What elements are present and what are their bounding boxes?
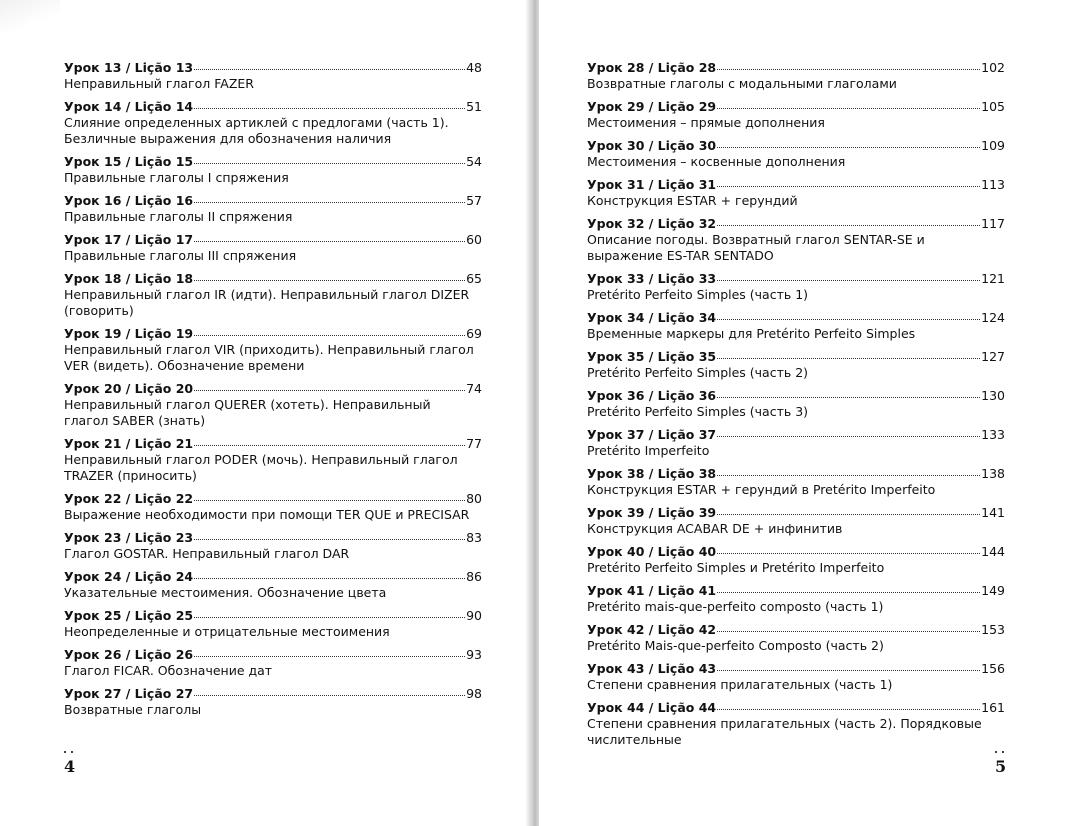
toc-entry-heading xyxy=(64,271,482,287)
page-reference: 60 xyxy=(466,232,482,247)
toc-entry xyxy=(587,388,1005,420)
toc-entry-heading xyxy=(64,60,482,76)
lesson-title: Урок 24 / Lição 24 xyxy=(64,569,194,584)
right-toc xyxy=(587,60,1005,755)
toc-entry-heading xyxy=(587,177,1005,193)
lesson-title: Урок 21 / Lição 21 xyxy=(64,436,194,451)
page-reference: 130 xyxy=(981,388,1005,403)
toc-entry-heading xyxy=(587,388,1005,404)
lesson-title: Урок 28 / Lição 28 xyxy=(587,60,717,75)
page-reference: 109 xyxy=(981,138,1005,153)
toc-entry-heading xyxy=(64,193,482,209)
lesson-title: Урок 40 / Lição 40 xyxy=(587,544,717,559)
toc-entry-heading xyxy=(587,544,1005,560)
lesson-title: Урок 41 / Lição 41 xyxy=(587,583,717,598)
toc-entry-heading xyxy=(587,700,1005,716)
toc-entry xyxy=(64,491,482,523)
folio-marks xyxy=(64,751,75,757)
page-number-right xyxy=(995,751,1006,776)
page-reference: 133 xyxy=(981,427,1005,442)
toc-entry-heading xyxy=(587,466,1005,482)
toc-entry-heading xyxy=(64,154,482,170)
dot-leader xyxy=(717,348,980,359)
toc-entry xyxy=(64,99,482,147)
page-reference: 65 xyxy=(466,271,482,286)
toc-entry-heading xyxy=(587,138,1005,154)
toc-entry-heading xyxy=(64,608,482,624)
toc-entry xyxy=(587,271,1005,303)
page-reference: 141 xyxy=(981,505,1005,520)
toc-entry xyxy=(587,505,1005,537)
right-page xyxy=(539,0,1067,826)
dot-leader xyxy=(194,270,465,281)
page-reference: 98 xyxy=(466,686,482,701)
page-reference: 69 xyxy=(466,326,482,341)
toc-entry-heading xyxy=(587,622,1005,638)
toc-entry xyxy=(64,381,482,429)
toc-entry xyxy=(587,583,1005,615)
page-reference: 74 xyxy=(466,381,482,396)
lesson-description: Неправильный глагол PODER (мочь). Неправильный глагол TRAZER (приносить) xyxy=(64,452,458,483)
page-reference: 105 xyxy=(981,99,1005,114)
toc-entry xyxy=(64,647,482,679)
lesson-description: Конструкция ESTAR + герундий в Pretérito Imperfeito xyxy=(587,482,936,497)
toc-entry xyxy=(587,216,1005,264)
dot-leader xyxy=(717,137,980,148)
lesson-description: Pretérito Perfeito Simples (часть 2) xyxy=(587,365,809,380)
dot-leader xyxy=(194,153,465,164)
toc-entry xyxy=(587,138,1005,170)
toc-entry-heading xyxy=(64,530,482,546)
page-reference: 90 xyxy=(466,608,482,623)
lesson-title: Урок 29 / Lição 29 xyxy=(587,99,717,114)
lesson-description: Слияние определенных артиклей с предлогами (часть 1). Безличные выражения для обозначения наличия xyxy=(64,115,449,146)
toc-entry xyxy=(64,608,482,640)
toc-entry-heading xyxy=(587,505,1005,521)
toc-entry-heading xyxy=(587,349,1005,365)
toc-entry-heading xyxy=(587,271,1005,287)
toc-entry-heading xyxy=(587,427,1005,443)
page-reference: 54 xyxy=(466,154,482,169)
toc-entry-heading xyxy=(64,686,482,702)
toc-entry xyxy=(64,193,482,225)
page-reference: 77 xyxy=(466,436,482,451)
dot-leader xyxy=(194,646,465,657)
lesson-description: Указательные местоимения. Обозначение цвета xyxy=(64,585,387,600)
lesson-description: Неопределенные и отрицательные местоимения xyxy=(64,624,390,639)
toc-entry-heading xyxy=(587,310,1005,326)
lesson-title: Урок 34 / Lição 34 xyxy=(587,310,717,325)
page-reference: 93 xyxy=(466,647,482,662)
toc-entry-heading xyxy=(64,99,482,115)
toc-entry-heading xyxy=(587,583,1005,599)
toc-entry-heading xyxy=(587,661,1005,677)
page-reference: 102 xyxy=(981,60,1005,75)
lesson-title: Урок 23 / Lição 23 xyxy=(64,530,194,545)
lesson-description: Неправильный глагол IR (идти). Неправильный глагол DIZER (говорить) xyxy=(64,287,470,318)
dot-leader xyxy=(194,490,465,501)
dot-leader xyxy=(717,504,980,515)
page-reference: 86 xyxy=(466,569,482,584)
dot-leader xyxy=(717,98,980,109)
lesson-description: Правильные глаголы I спряжения xyxy=(64,170,289,185)
lesson-title: Урок 38 / Lição 38 xyxy=(587,466,717,481)
page-reference: 48 xyxy=(466,60,482,75)
lesson-description: Правильные глаголы II спряжения xyxy=(64,209,293,224)
toc-entry-heading xyxy=(64,491,482,507)
toc-entry xyxy=(64,232,482,264)
page-reference: 127 xyxy=(981,349,1005,364)
lesson-description: Неправильный глагол QUERER (хотеть). Неправильный глагол SABER (знать) xyxy=(64,397,431,428)
lesson-title: Урок 17 / Lição 17 xyxy=(64,232,194,247)
lesson-title: Урок 31 / Lição 31 xyxy=(587,177,717,192)
lesson-description: Pretérito Imperfeito xyxy=(587,443,710,458)
dot-leader xyxy=(194,529,465,540)
toc-entry xyxy=(64,271,482,319)
toc-entry xyxy=(587,177,1005,209)
toc-entry xyxy=(64,569,482,601)
lesson-title: Урок 43 / Lição 43 xyxy=(587,661,717,676)
page-number-left xyxy=(64,751,75,776)
dot-leader xyxy=(717,59,980,70)
dot-leader xyxy=(717,176,980,187)
toc-entry xyxy=(64,686,482,718)
dot-leader xyxy=(717,426,980,437)
lesson-title: Урок 35 / Lição 35 xyxy=(587,349,717,364)
toc-entry xyxy=(64,60,482,92)
lesson-description: Степени сравнения прилагательных (часть 2). Порядковые числительные xyxy=(587,716,982,747)
page-reference: 117 xyxy=(981,216,1005,231)
lesson-description: Выражение необходимости при помощи TER QUE и PRECISAR xyxy=(64,507,470,522)
lesson-description: Pretérito Mais-que-perfeito Composto (часть 2) xyxy=(587,638,884,653)
lesson-title: Урок 42 / Lição 42 xyxy=(587,622,717,637)
lesson-description: Правильные глаголы III спряжения xyxy=(64,248,297,263)
toc-entry xyxy=(587,700,1005,748)
toc-entry-heading xyxy=(64,569,482,585)
dot-leader xyxy=(194,380,465,391)
dot-leader xyxy=(194,192,465,203)
lesson-title: Урок 13 / Lição 13 xyxy=(64,60,194,75)
left-page xyxy=(0,0,531,826)
page-reference: 124 xyxy=(981,310,1005,325)
dot-leader xyxy=(717,387,980,398)
toc-entry xyxy=(64,326,482,374)
lesson-description: Глагол GOSTAR. Неправильный глагол DAR xyxy=(64,546,350,561)
page-reference: 144 xyxy=(981,544,1005,559)
page-reference: 153 xyxy=(981,622,1005,637)
dot-leader xyxy=(717,215,980,226)
folio-marks xyxy=(995,751,1006,757)
dot-leader xyxy=(717,309,980,320)
lesson-title: Урок 20 / Lição 20 xyxy=(64,381,194,396)
lesson-description: Pretérito mais-que-perfeito composto (часть 1) xyxy=(587,599,884,614)
dot-leader xyxy=(717,543,980,554)
dot-leader xyxy=(717,699,980,710)
dot-leader xyxy=(194,325,465,336)
dot-leader xyxy=(194,59,465,70)
lesson-description: Степени сравнения прилагательных (часть 1) xyxy=(587,677,893,692)
dot-leader xyxy=(194,607,465,618)
dot-leader xyxy=(717,270,980,281)
lesson-description: Временные маркеры для Pretérito Perfeito Simples xyxy=(587,326,916,341)
lesson-title: Урок 36 / Lição 36 xyxy=(587,388,717,403)
lesson-title: Урок 16 / Lição 16 xyxy=(64,193,194,208)
dot-leader xyxy=(717,660,980,671)
lesson-description: Неправильный глагол VIR (приходить). Неправильный глагол VER (видеть). Обозначение времени xyxy=(64,342,474,373)
toc-entry-heading xyxy=(587,60,1005,76)
toc-entry-heading xyxy=(587,216,1005,232)
toc-entry xyxy=(64,530,482,562)
dot-leader xyxy=(717,465,980,476)
lesson-title: Урок 25 / Lição 25 xyxy=(64,608,194,623)
dot-leader xyxy=(194,568,465,579)
toc-entry-heading xyxy=(64,381,482,397)
toc-entry-heading xyxy=(587,99,1005,115)
toc-entry xyxy=(587,622,1005,654)
dot-leader xyxy=(717,621,980,632)
toc-entry-heading xyxy=(64,326,482,342)
toc-entry-heading xyxy=(64,232,482,248)
lesson-description: Глагол FICAR. Обозначение дат xyxy=(64,663,273,678)
page-reference: 121 xyxy=(981,271,1005,286)
page-reference: 80 xyxy=(466,491,482,506)
folio-text: 4 xyxy=(64,757,76,776)
page-reference: 83 xyxy=(466,530,482,545)
page-reference: 57 xyxy=(466,193,482,208)
lesson-title: Урок 26 / Lição 26 xyxy=(64,647,194,662)
toc-entry xyxy=(587,310,1005,342)
toc-entry xyxy=(587,99,1005,131)
lesson-title: Урок 37 / Lição 37 xyxy=(587,427,717,442)
left-toc xyxy=(64,60,482,725)
page-reference: 138 xyxy=(981,466,1005,481)
lesson-title: Урок 14 / Lição 14 xyxy=(64,99,194,114)
lesson-description: Неправильный глагол FAZER xyxy=(64,76,254,91)
lesson-title: Урок 22 / Lição 22 xyxy=(64,491,194,506)
lesson-title: Урок 44 / Lição 44 xyxy=(587,700,717,715)
folio-text: 5 xyxy=(995,757,1007,776)
lesson-description: Конструкция ESTAR + герундий xyxy=(587,193,798,208)
toc-entry-heading xyxy=(64,436,482,452)
page-reference: 161 xyxy=(981,700,1005,715)
dot-leader xyxy=(194,435,465,446)
lesson-description: Описание погоды. Возвратный глагол SENTAR-SE и выражение ES-TAR SENTADO xyxy=(587,232,925,263)
page-reference: 156 xyxy=(981,661,1005,676)
lesson-title: Урок 18 / Lição 18 xyxy=(64,271,194,286)
toc-entry xyxy=(587,661,1005,693)
dot-leader xyxy=(194,231,465,242)
toc-entry xyxy=(64,154,482,186)
page-corner-fold xyxy=(0,0,60,40)
dot-leader xyxy=(717,582,980,593)
page-reference: 113 xyxy=(981,177,1005,192)
page-reference: 149 xyxy=(981,583,1005,598)
lesson-title: Урок 33 / Lição 33 xyxy=(587,271,717,286)
lesson-title: Урок 32 / Lição 32 xyxy=(587,216,717,231)
dot-leader xyxy=(194,685,465,696)
page-reference: 51 xyxy=(466,99,482,114)
toc-entry xyxy=(587,544,1005,576)
toc-entry-heading xyxy=(64,647,482,663)
lesson-title: Урок 30 / Lição 30 xyxy=(587,138,717,153)
lesson-description: Конструкция ACABAR DE + инфинитив xyxy=(587,521,843,536)
lesson-title: Урок 15 / Lição 15 xyxy=(64,154,194,169)
lesson-title: Урок 39 / Lição 39 xyxy=(587,505,717,520)
lesson-description: Pretérito Perfeito Simples (часть 3) xyxy=(587,404,809,419)
lesson-description: Возвратные глаголы xyxy=(64,702,202,717)
lesson-description: Pretérito Perfeito Simples и Pretérito Imperfeito xyxy=(587,560,885,575)
lesson-description: Местоимения – прямые дополнения xyxy=(587,115,825,130)
lesson-description: Возвратные глаголы с модальными глаголами xyxy=(587,76,897,91)
toc-entry xyxy=(587,60,1005,92)
lesson-description: Pretérito Perfeito Simples (часть 1) xyxy=(587,287,809,302)
toc-entry xyxy=(587,466,1005,498)
toc-entry xyxy=(587,349,1005,381)
toc-entry xyxy=(64,436,482,484)
lesson-title: Урок 27 / Lição 27 xyxy=(64,686,194,701)
lesson-title: Урок 19 / Lição 19 xyxy=(64,326,194,341)
toc-entry xyxy=(587,427,1005,459)
lesson-description: Местоимения – косвенные дополнения xyxy=(587,154,846,169)
dot-leader xyxy=(194,98,465,109)
